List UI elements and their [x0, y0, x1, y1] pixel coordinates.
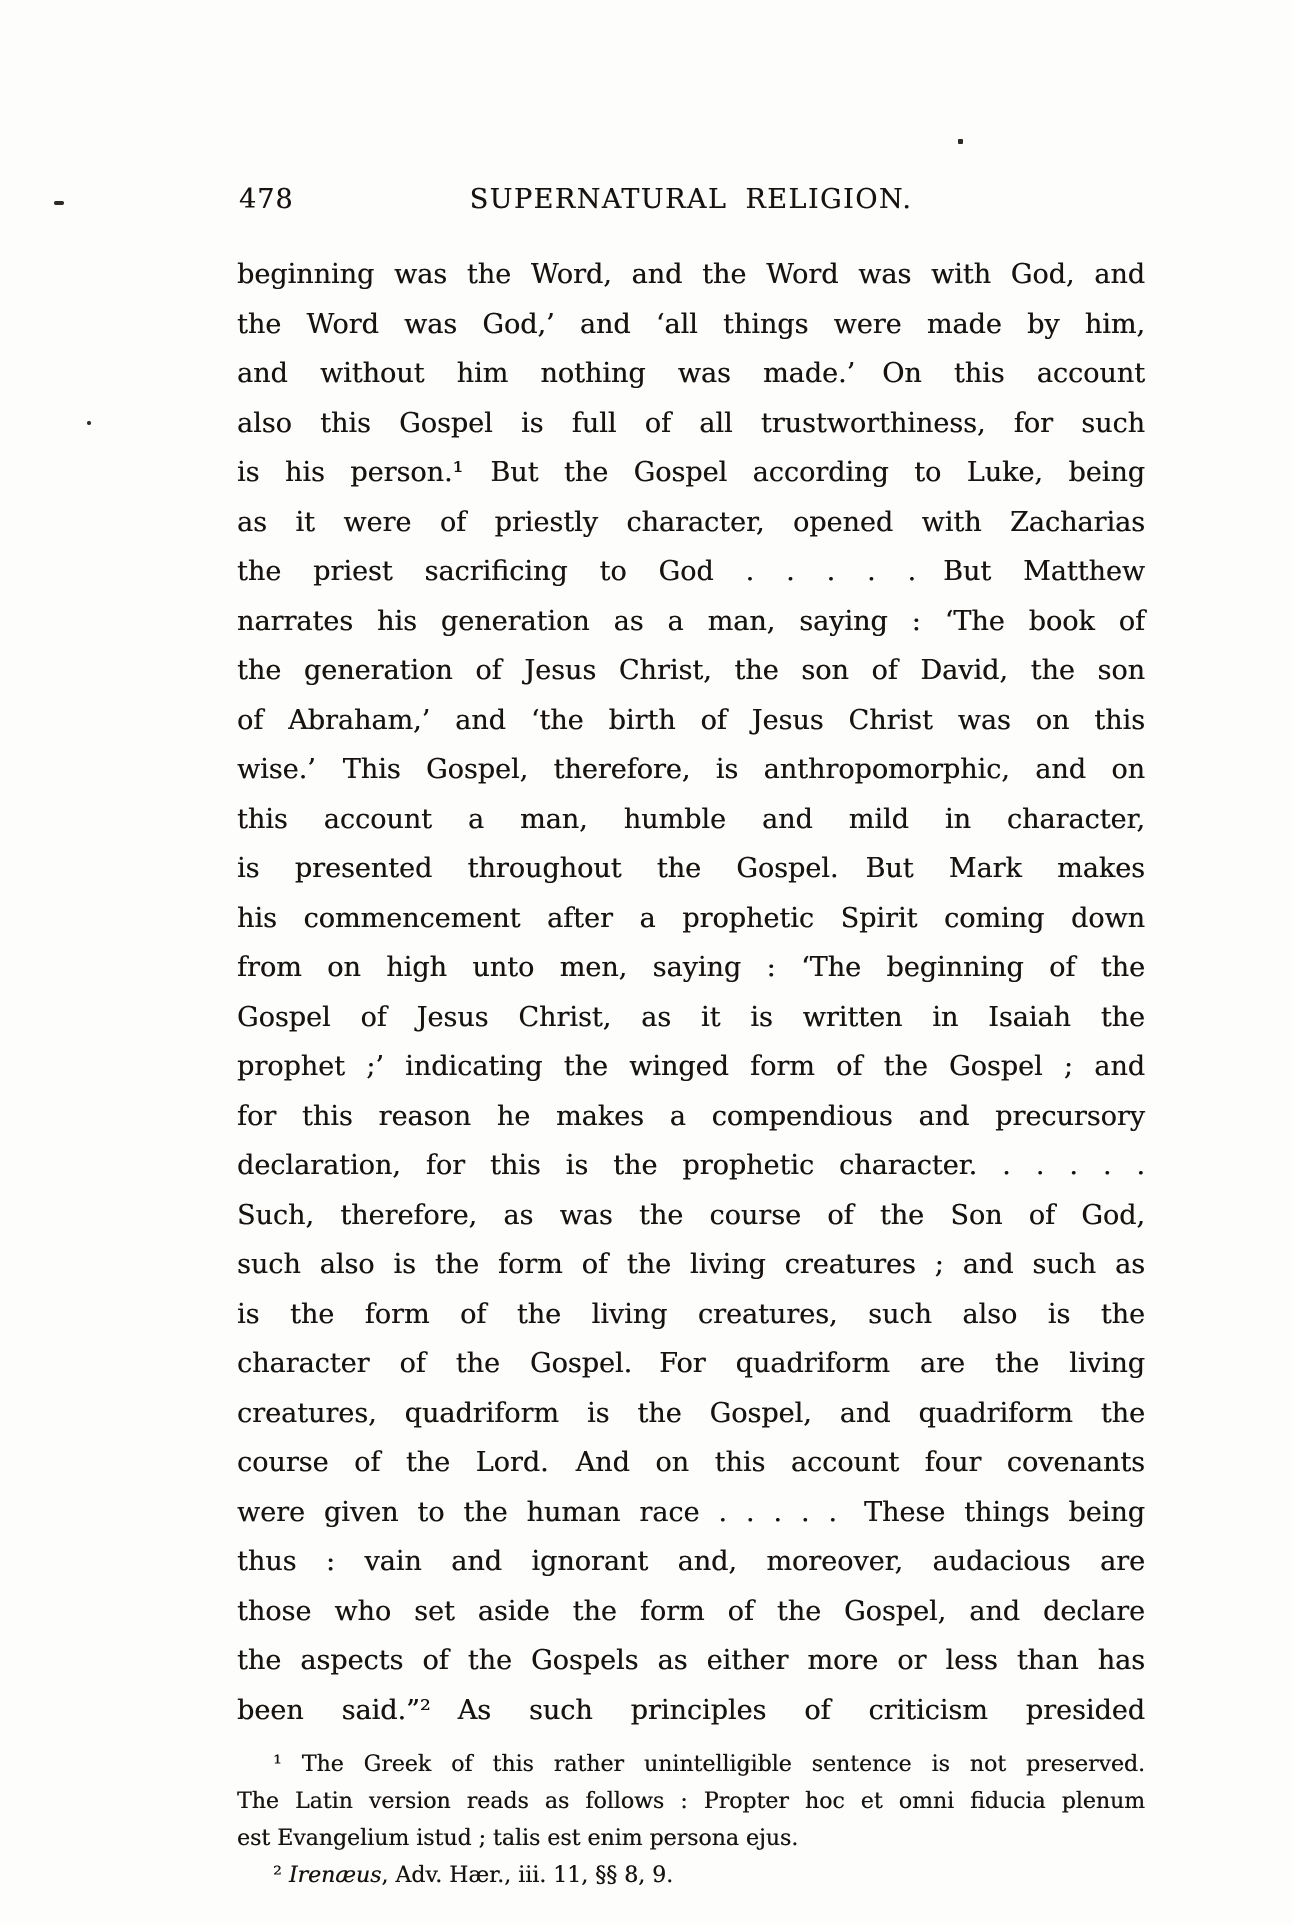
body-text-line: is his person.¹ But the Gospel according to Luke, being: [237, 457, 1145, 488]
body-text-line: narrates his generation as a man, saying : ‘The book of: [237, 605, 1145, 637]
page-header: [237, 180, 1145, 220]
body-text-line: the generation of Jesus Christ, the son of David, the son: [237, 655, 1145, 686]
body-text-line: as it were of priestly character, opened with Zacharias: [237, 506, 1145, 538]
footnote-2-source: Irenæus: [288, 1863, 382, 1888]
body-text-line: such also is the form of the living creatures ; and such as: [237, 1249, 1145, 1280]
body-text-line: this account a man, humble and mild in character,: [237, 803, 1145, 835]
body-text-line: his commencement after a prophetic Spirit coming down: [237, 902, 1145, 934]
footnote-2-reference: , Adv. Hær., iii. 11, §§ 8, 9.: [381, 1863, 674, 1888]
body-text-line: beginning was the Word, and the Word was with God, and: [237, 259, 1145, 290]
running-title: SUPERNATURAL RELIGION.: [469, 184, 913, 215]
body-text-line: prophet ;’ indicating the winged form of the Gospel ; and: [237, 1051, 1145, 1082]
footnote-2-marker: ²: [273, 1863, 282, 1888]
scan-artifact-dash: [54, 201, 64, 205]
footnote-1: [237, 1746, 1145, 1857]
body-text: [237, 250, 1145, 1735]
body-text-line: the Word was God,’ and ‘all things were made by him,: [237, 308, 1145, 340]
body-text-line: the aspects of the Gospels as either more or less than has: [237, 1645, 1145, 1676]
footnote-1-line: ¹ The Greek of this rather unintelligible sentence is not preserved.: [273, 1752, 1145, 1777]
body-text-line: is presented throughout the Gospel. But Mark makes: [237, 853, 1145, 884]
body-text-line: creatures, quadriform is the Gospel, and quadriform the: [237, 1397, 1145, 1429]
body-text-line: were given to the human race . . . . . These things being: [237, 1496, 1145, 1528]
footnote-2: [237, 1857, 1145, 1894]
body-text-line: is the form of the living creatures, such also is the: [237, 1298, 1145, 1330]
body-text-line: thus : vain and ignorant and, moreover, audacious are: [237, 1546, 1145, 1577]
body-text-line: those who set aside the form of the Gospel, and declare: [237, 1595, 1145, 1627]
footnotes: [237, 1746, 1145, 1894]
body-text-line: the priest sacrificing to God . . . . . But Matthew: [237, 556, 1145, 587]
footnote-1-line: The Latin version reads as follows : Propter hoc et omni fiducia plenum: [237, 1789, 1145, 1814]
body-text-line: been said.”² As such principles of criticism presided: [237, 1694, 1145, 1726]
body-text-line: Gospel of Jesus Christ, as it is written in Isaiah the: [237, 1001, 1145, 1033]
body-text-line: character of the Gospel. For quadriform are the living: [237, 1348, 1145, 1379]
body-text-line: course of the Lord. And on this account four covenants: [237, 1447, 1145, 1478]
page-number: 478: [239, 184, 294, 215]
scan-artifact-speck: [958, 139, 963, 144]
body-text-line: declaration, for this is the prophetic character. . . . . .: [237, 1150, 1145, 1181]
body-text-line: also this Gospel is full of all trustworthiness, for such: [237, 407, 1145, 439]
body-text-line: wise.’ This Gospel, therefore, is anthropomorphic, and on: [237, 754, 1145, 785]
body-text-line: from on high unto men, saying : ‘The beginning of the: [237, 952, 1145, 983]
body-text-line: and without him nothing was made.’ On this account: [237, 358, 1145, 389]
body-text-line: Such, therefore, as was the course of the Son of God,: [237, 1199, 1145, 1231]
footnote-1-line: est Evangelium istud ; talis est enim persona ejus.: [237, 1826, 799, 1851]
body-text-line: of Abraham,’ and ‘the birth of Jesus Christ was on this: [237, 704, 1145, 736]
scan-artifact-speck: [87, 421, 91, 425]
body-text-line: for this reason he makes a compendious and precursory: [237, 1100, 1145, 1132]
